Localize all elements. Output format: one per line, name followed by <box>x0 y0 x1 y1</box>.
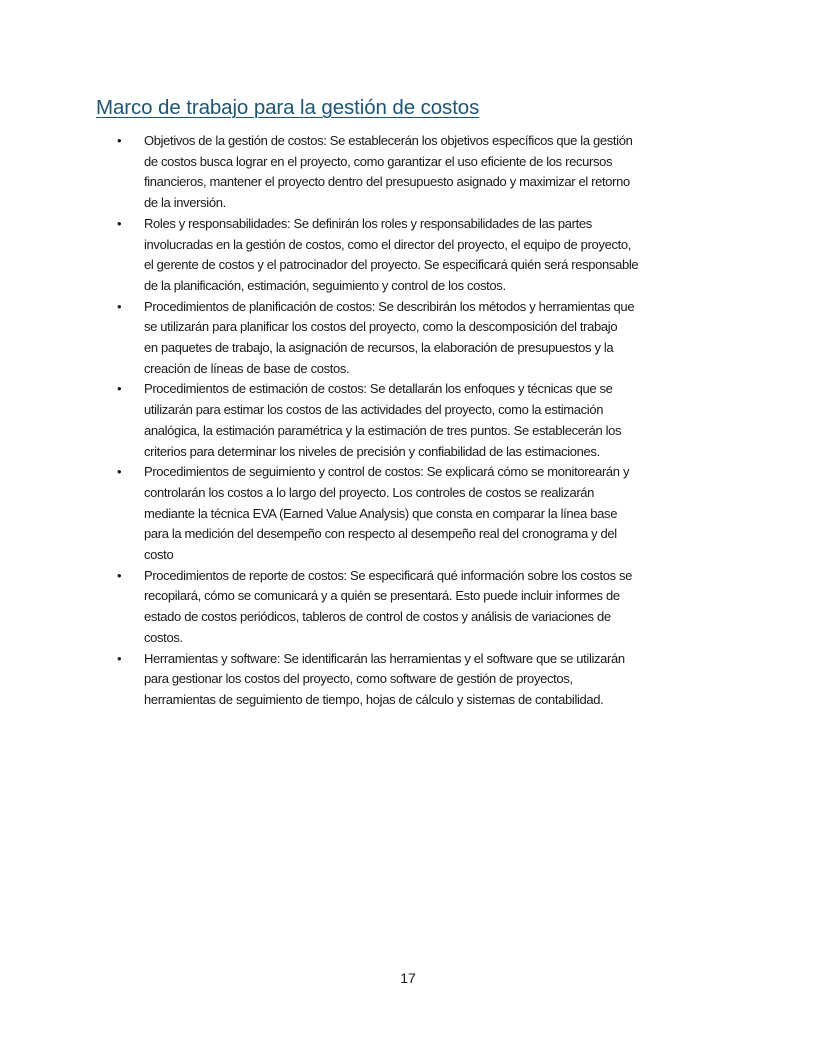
list-item-text-line: herramientas de seguimiento de tiempo, hojas de cálculo y sistemas de contabilidad. <box>144 691 604 707</box>
bullet-icon: • <box>117 215 122 231</box>
list-item-text-line: Procedimientos de estimación de costos: Se detallarán los enfoques y técnicas que se <box>144 381 613 397</box>
list-item-text-line: utilizarán para estimar los costos de las actividades del proyecto, como la estimación <box>144 402 604 418</box>
list-item-text-line: estado de costos periódicos, tableros de control de costos y análisis de variaciones de <box>144 609 611 625</box>
list-item-text-line: Procedimientos de reporte de costos: Se especificará qué información sobre los costos se <box>144 567 633 583</box>
list-item-text-line: criterios para determinar los niveles de precisión y confiabilidad de las estimaciones. <box>144 443 600 459</box>
list-item-text-line: para la medición del desempeño con respecto al desempeño real del cronograma y del <box>144 526 617 542</box>
list-item-text-line: el gerente de costos y el patrocinador del proyecto. Se especificará quién será responsable <box>144 257 639 273</box>
list-item-text-line: Herramientas y software: Se identificarán las herramientas y el software que se utilizarán <box>144 650 625 666</box>
list-item <box>0 462 816 566</box>
list-item-text-line: Procedimientos de seguimiento y control de costos: Se explicará cómo se monitorearán y <box>144 464 630 480</box>
list-item <box>0 379 816 462</box>
bullet-icon: • <box>117 133 122 148</box>
section-heading: Marco de trabajo para la gestión de costos <box>96 96 480 119</box>
list-item-text-line: involucradas en la gestión de costos, como el director del proyecto, el equipo de proyecto, <box>144 236 632 252</box>
list-item <box>0 214 816 297</box>
list-item-text-line: costos. <box>144 629 183 645</box>
bullet-icon: • <box>117 464 122 480</box>
bullet-icon: • <box>117 298 122 314</box>
list-item <box>0 566 816 649</box>
list-item <box>0 297 816 380</box>
list-item-text-line: de la inversión. <box>144 195 226 211</box>
list-item-text-line: de costos busca lograr en el proyecto, como garantizar el uso eficiente de los recursos <box>144 153 613 169</box>
list-item-text-line: en paquetes de trabajo, la asignación de recursos, la elaboración de presupuestos y la <box>144 340 614 356</box>
list-item-text-line: recopilará, cómo se comunicará y a quién se presentará. Esto puede incluir informes de <box>144 588 620 604</box>
bullet-icon: • <box>117 567 122 583</box>
bullet-list <box>0 131 816 711</box>
list-item-text-line: se utilizarán para planificar los costos del proyecto, como la descomposición del trabajo <box>144 319 618 335</box>
list-item-text-line: mediante la técnica EVA (Earned Value Analysis) que consta en comparar la línea base <box>144 505 618 521</box>
list-item-text-line: Roles y responsabilidades: Se definirán los roles y responsabilidades de las partes <box>144 215 592 231</box>
bullet-icon: • <box>117 381 122 397</box>
list-item-text-line: Objetivos de la gestión de costos: Se establecerán los objetivos específicos que la gestión <box>144 133 633 148</box>
list-item <box>0 649 816 711</box>
list-item-text-line: creación de líneas de base de costos. <box>144 360 350 376</box>
list-item-text-line: para gestionar los costos del proyecto, como software de gestión de proyectos, <box>144 671 573 687</box>
list-item-text-line: costo <box>144 547 174 563</box>
bullet-icon: • <box>117 650 122 666</box>
list-item <box>0 131 816 214</box>
list-item-text-line: analógica, la estimación paramétrica y la estimación de tres puntos. Se establecerán los <box>144 422 622 438</box>
list-item-text-line: Procedimientos de planificación de costos: Se describirán los métodos y herramientas que <box>144 298 635 314</box>
list-item-text-line: financieros, mantener el proyecto dentro del presupuesto asignado y maximizar el retorno <box>144 174 630 190</box>
list-item-text-line: controlarán los costos a lo largo del proyecto. Los controles de costos se realizarán <box>144 484 595 500</box>
list-item-text-line: de la planificación, estimación, seguimiento y control de los costos. <box>144 277 506 293</box>
page-number: 17 <box>400 970 416 986</box>
